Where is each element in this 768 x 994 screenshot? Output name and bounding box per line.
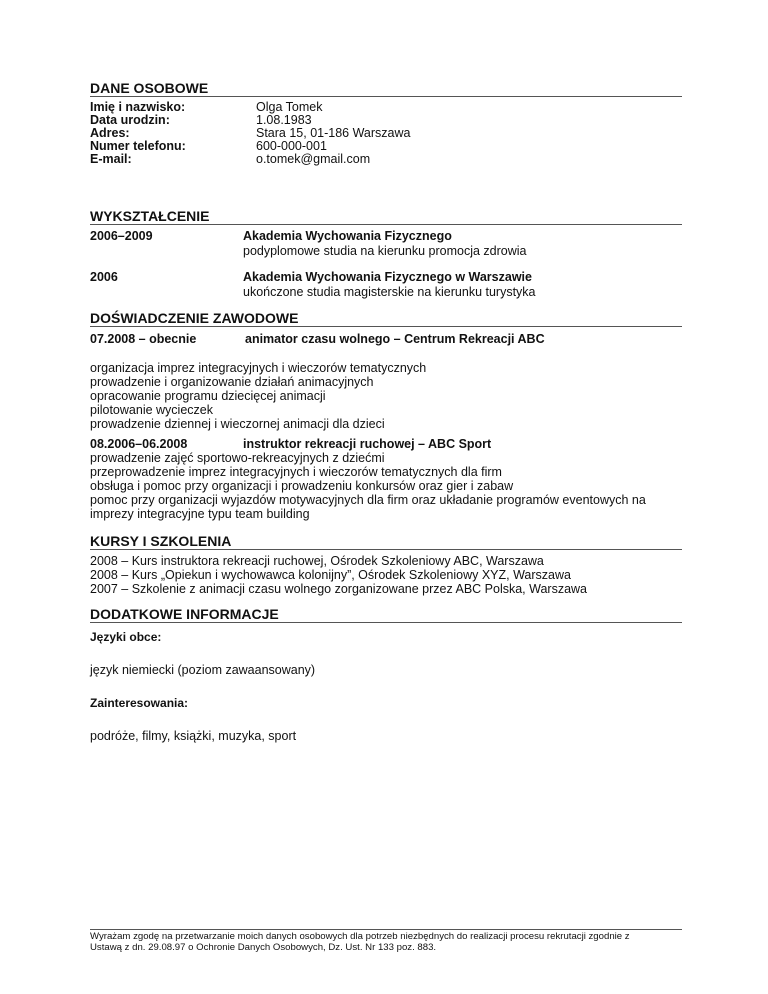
duty-item: pomoc przy organizacji wyjazdów motywacyjnych dla firm oraz układanie programów eventowych na [90, 493, 646, 507]
course-item: 2007 – Szkolenie z animacji czasu wolnego zorganizowane przez ABC Polska, Warszawa [90, 582, 588, 596]
duty-item: obsługa i pomoc przy organizacji i prowadzeniu konkursów oraz gier i zabaw [90, 479, 514, 493]
course-item: 2008 – Kurs „Opiekun i wychowawca kolonijny”, Ośrodek Szkoleniowy XYZ, Warszawa [90, 568, 571, 582]
job-duties-1 [90, 361, 426, 431]
interests-label: Zainteresowania: [90, 696, 189, 710]
section-title-personal: DANE OSOBOWE [90, 80, 682, 97]
label-birthdate: Data urodzin: [90, 113, 170, 127]
education-school-2: Akademia Wychowania Fizycznego w Warszawie [243, 270, 532, 284]
label-name: Imię i nazwisko: [90, 100, 186, 114]
education-period-1: 2006–2009 [90, 229, 153, 243]
courses-list [90, 554, 587, 596]
value-address: Stara 15, 01-186 Warszawa [256, 126, 411, 140]
languages-label: Języki obce: [90, 630, 162, 644]
duty-item: organizacja imprez integracyjnych i wieczorów tematycznych [90, 361, 427, 375]
consent-clause [90, 929, 682, 953]
section-title-education: WYKSZTAŁCENIE [90, 208, 682, 225]
duty-item: przeprowadzenie imprez integracyjnych i wieczorów tematycznych dla firm [90, 465, 502, 479]
duty-item: prowadzenie zajęć sportowo-rekreacyjnych z dziećmi [90, 451, 385, 465]
duty-item: opracowanie programu dziecięcej animacji [90, 389, 326, 403]
consent-line-2: Ustawą z dn. 29.08.97 o Ochronie Danych Osobowych, Dz. Ust. Nr 133 poz. 883. [90, 942, 437, 953]
languages-value: język niemiecki (poziom zawaansowany) [90, 663, 316, 677]
job-position-1: animator czasu wolnego – Centrum Rekreacji ABC [245, 332, 545, 346]
interests-value: podróże, filmy, książki, muzyka, sport [90, 729, 297, 743]
personal-labels [90, 101, 186, 166]
job-period-2: 08.2006–06.2008 [90, 437, 188, 451]
duty-item: pilotowanie wycieczek [90, 403, 213, 417]
value-birthdate: 1.08.1983 [256, 113, 312, 127]
section-title-additional: DODATKOWE INFORMACJE [90, 606, 682, 623]
duty-item: prowadzenie dziennej i wieczornej animacji dla dzieci [90, 417, 385, 431]
value-email: o.tomek@gmail.com [256, 152, 371, 166]
education-school-1: Akademia Wychowania Fizycznego [243, 229, 452, 243]
job-duties-2 [90, 451, 646, 521]
label-address: Adres: [90, 126, 130, 140]
education-description-2: ukończone studia magisterskie na kierunku turystyka [243, 285, 536, 299]
section-title-courses: KURSY I SZKOLENIA [90, 533, 682, 550]
education-description-1: podyplomowe studia na kierunku promocja zdrowia [243, 244, 527, 258]
value-name: Olga Tomek [256, 100, 323, 114]
duty-item: prowadzenie i organizowanie działań animacyjnych [90, 375, 374, 389]
section-title-experience: DOŚWIADCZENIE ZAWODOWE [90, 310, 682, 327]
label-phone: Numer telefonu: [90, 139, 186, 153]
job-position-2: instruktor rekreacji ruchowej – ABC Sport [243, 437, 492, 451]
personal-values [256, 101, 410, 166]
job-period-1: 07.2008 – obecnie [90, 332, 197, 346]
consent-line-1: Wyrażam zgodę na przetwarzanie moich danych osobowych dla potrzeb niezbędnych do realizacji procesu rekrutacji zgodnie z [90, 931, 630, 942]
course-item: 2008 – Kurs instruktora rekreacji ruchowej, Ośrodek Szkoleniowy ABC, Warszawa [90, 554, 544, 568]
label-email: E-mail: [90, 152, 132, 166]
duty-item: imprezy integracyjne typu team building [90, 507, 310, 521]
education-period-2: 2006 [90, 270, 118, 284]
value-phone: 600-000-001 [256, 139, 327, 153]
